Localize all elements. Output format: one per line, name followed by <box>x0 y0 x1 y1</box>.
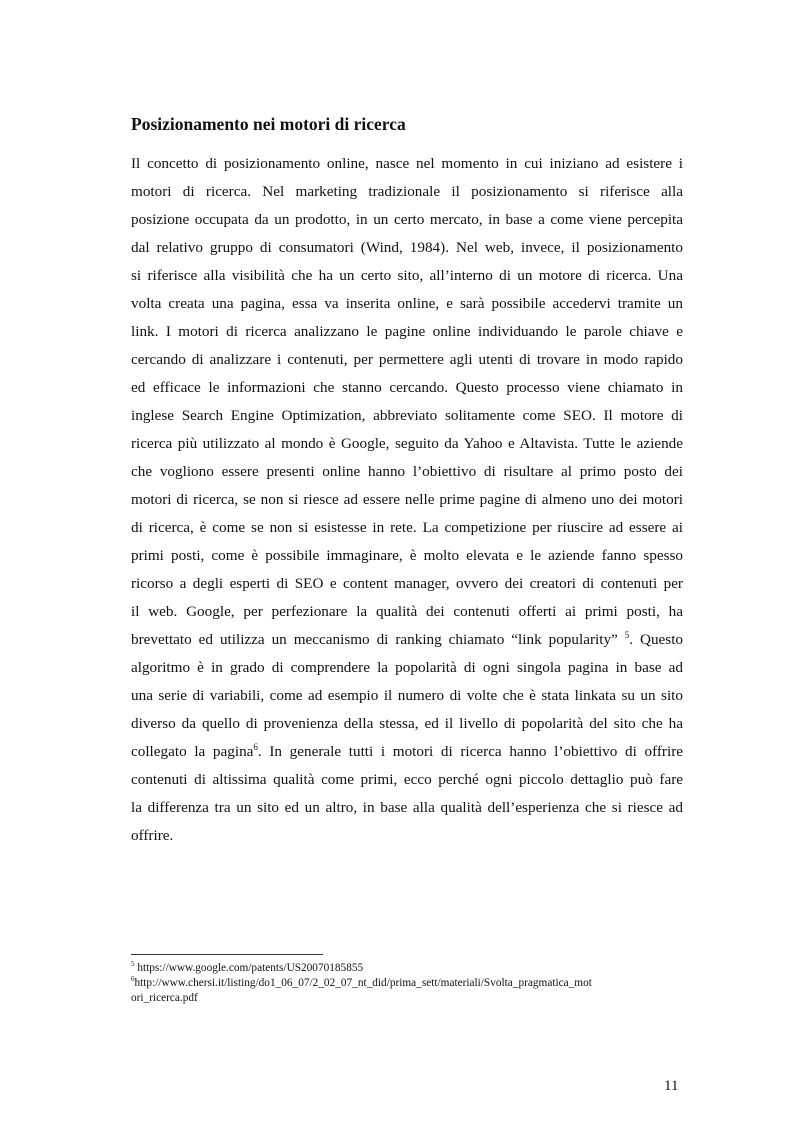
paragraph-line: ed efficace le informazioni che stanno cercando. Questo processo viene chiamato in <box>131 379 683 396</box>
paragraph-line: motori di ricerca, se non si riesce ad essere nelle prime pagine di almeno uno dei motori <box>131 491 683 508</box>
paragraph-line: di ricerca, è come se non si esistesse in rete. La competizione per riuscire ad essere ai <box>131 519 683 536</box>
paragraph-line: primi posti, come è possibile immaginare, è molto elevata e le aziende fanno spesso <box>131 547 683 564</box>
footnote-6-continuation[interactable]: ori_ricerca.pdf <box>131 992 198 1004</box>
footnote-marker-5: 5 <box>624 629 630 640</box>
paragraph-line: Il concetto di posizionamento online, nasce nel momento in cui iniziano ad esistere i <box>131 155 683 172</box>
line-text: collegato la pagina <box>131 743 254 760</box>
footnote-number: 6 <box>131 975 135 984</box>
footnote-link[interactable]: http://www.chersi.it/listing/do1_06_07/2_02_07_nt_did/prima_sett/materiali/Svolta_pragmatica_mot <box>134 977 592 989</box>
footnote-link[interactable]: https://www.google.com/patents/US20070185855 <box>134 962 364 974</box>
paragraph-last-line: offrire. <box>131 827 174 844</box>
body-paragraph <box>131 150 683 850</box>
line-text: . In generale tutti i motori di ricerca hanno l’obiettivo di offrire <box>257 743 684 760</box>
footnotes <box>131 961 683 1006</box>
paragraph-line: cercando di analizzare i contenuti, per permettere agli utenti di trovare in modo rapido <box>131 351 683 368</box>
paragraph-line: ricerca più utilizzato al mondo è Google, seguito da Yahoo e Altavista. Tutte le aziende <box>131 435 683 452</box>
paragraph-line: contenuti di altissima qualità come primi, ecco perché ogni piccolo dettaglio può fare <box>131 771 683 788</box>
paragraph-line: si riferisce alla visibilità che ha un certo sito, all’interno di un motore di ricerca. Una <box>131 267 683 284</box>
paragraph-line: dal relativo gruppo di consumatori (Wind, 1984). Nel web, invece, il posizionamento <box>131 239 683 256</box>
paragraph-line: algoritmo è in grado di comprendere la popolarità di ogni singola pagina in base ad <box>131 659 683 676</box>
page-number: 11 <box>664 1078 679 1094</box>
footnote-marker-6: 6 <box>253 741 258 752</box>
line-text: . Questo <box>629 631 684 648</box>
footnote-5 <box>131 961 683 976</box>
paragraph-line-with-footnote-6 <box>131 738 683 766</box>
paragraph-line: inglese Search Engine Optimization, abbreviato solitamente come SEO. Il motore di <box>131 407 683 424</box>
paragraph-line: diverso da quello di provenienza della stessa, ed il livello di popolarità del sito che ha <box>131 715 683 732</box>
paragraph-line: posizione occupata da un prodotto, in un certo mercato, in base a come viene percepita <box>131 211 683 228</box>
footnote-separator <box>131 954 323 955</box>
paragraph-line: la differenza tra un sito ed un altro, in base alla qualità dell’esperienza che si riesce ad <box>131 799 683 816</box>
paragraph-line: il web. Google, per perfezionare la qualità dei contenuti offerti ai primi posti, ha <box>131 603 683 620</box>
paragraph-line: che vogliono essere presenti online hanno l’obiettivo di risultare al primo posto dei <box>131 463 683 480</box>
paragraph-line: una serie di variabili, come ad esempio il numero di volte che è stata linkata su un sito <box>131 687 683 704</box>
paragraph-line: motori di ricerca. Nel marketing tradizionale il posizionamento si riferisce alla <box>131 183 683 200</box>
paragraph-line: link. I motori di ricerca analizzano le pagine online individuando le parole chiave e <box>131 323 683 340</box>
paragraph-line: ricorso a degli esperti di SEO e content manager, ovvero dei creatori di contenuti per <box>131 575 683 592</box>
footnote-6 <box>131 976 683 991</box>
line-text: brevettato ed utilizza un meccanismo di ranking chiamato “link popularity” <box>131 631 618 648</box>
section-heading: Posizionamento nei motori di ricerca <box>131 114 406 134</box>
paragraph-line-with-footnote-5 <box>131 626 683 654</box>
paragraph-line: volta creata una pagina, essa va inserita online, e sarà possibile accedervi tramite un <box>131 295 683 312</box>
footnote-number: 5 <box>131 960 135 969</box>
